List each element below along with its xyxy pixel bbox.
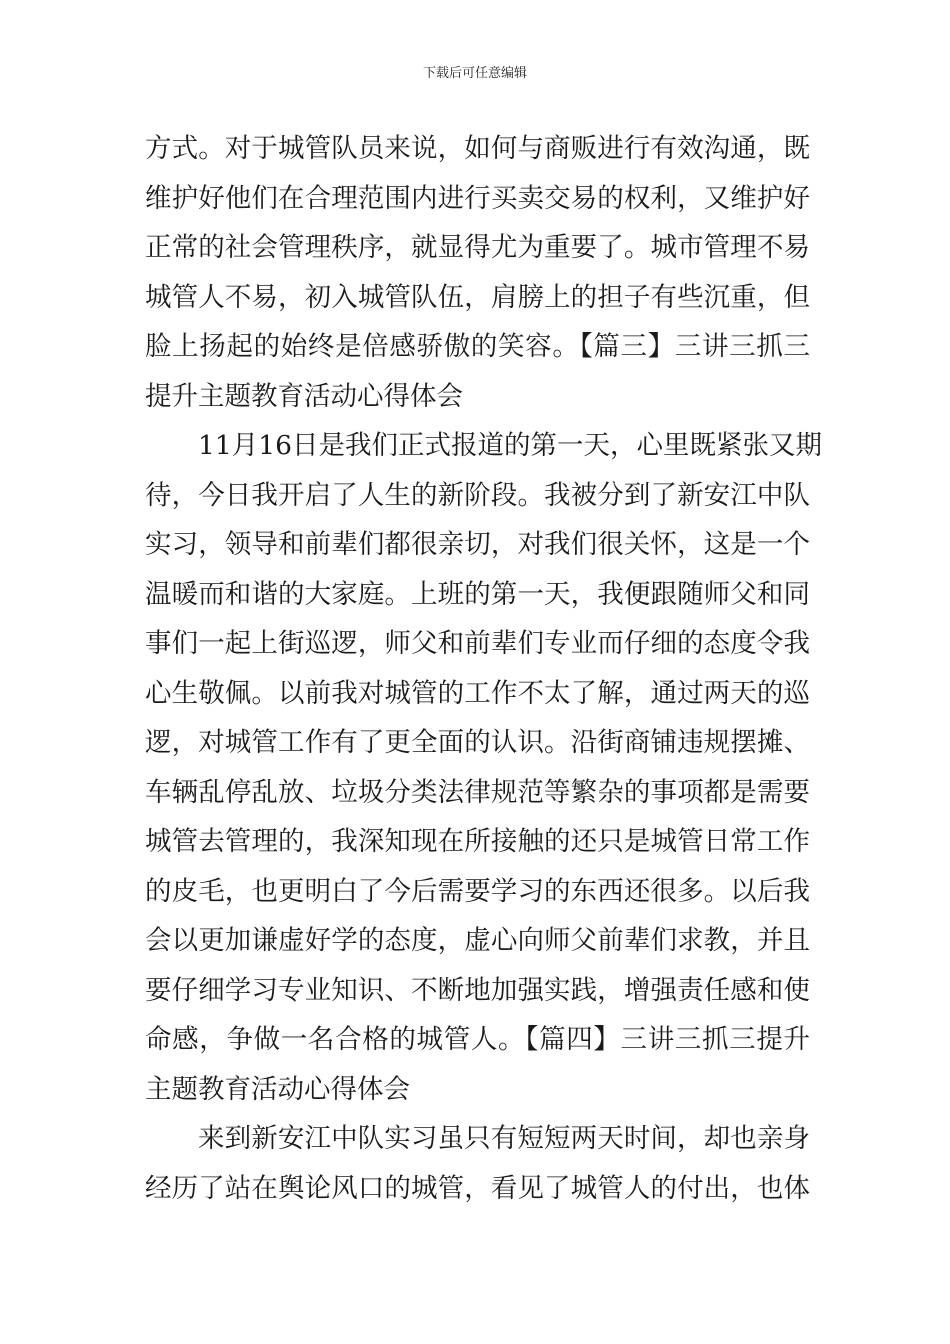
- text-line: 温暖而和谐的大家庭。上班的第一天，我便跟随师父和同: [145, 578, 810, 610]
- text-line: 方式。对于城管队员来说，如何与商贩进行有效沟通，既: [145, 133, 810, 164]
- text-line: 待，今日我开启了人生的新阶段。我被分到了新安江中队: [145, 479, 810, 511]
- text-line: 来到新安江中队实习虽只有短短两天时间，却也亲身: [198, 1123, 810, 1154]
- text-line: 实习，领导和前辈们都很亲切，对我们很关怀，这是一个: [145, 529, 810, 560]
- text-line: 正常的社会管理秩序，就显得尤为重要了。城市管理不易: [145, 232, 810, 263]
- text-line: 主题教育活动心得体会: [145, 1073, 410, 1105]
- page-header: 下载后可任意编辑: [422, 66, 527, 81]
- text-line: 的皮毛，也更明白了今后需要学习的东西还很多。以后我: [145, 875, 810, 907]
- text-line: 维护好他们在合理范围内进行买卖交易的权利，又维护好: [145, 182, 810, 214]
- text-line: 城管去管理的，我深知现在所接触的还只是城管日常工作: [145, 826, 810, 857]
- text-line: 车辆乱停乱放、垃圾分类法律规范等繁杂的事项都是需要: [145, 776, 810, 808]
- text-line: 提升主题教育活动心得体会: [145, 380, 463, 412]
- text-line: 命感，争做一名合格的城管人。【篇四】三讲三抓三提升: [145, 1024, 810, 1055]
- text-line: 经历了站在舆论风口的城管，看见了城管人的付出，也体: [145, 1172, 810, 1204]
- text-line: 逻，对城管工作有了更全面的认识。沿街商铺违规摆摊、: [145, 727, 810, 758]
- text-line: 要仔细学习专业知识、不断地加强实践，增强责任感和使: [145, 974, 810, 1006]
- text-line: 心生敬佩。以前我对城管的工作不太了解，通过两天的巡: [145, 677, 810, 709]
- text-line: 11月16日是我们正式报道的第一天，心里既紧张又期: [198, 430, 822, 461]
- text-line: 事们一起上街巡逻，师父和前辈们专业而仔细的态度令我: [145, 628, 810, 659]
- text-line: 会以更加谦虚好学的态度，虚心向师父前辈们求教，并且: [145, 925, 810, 956]
- text-line: 城管人不易，初入城管队伍，肩膀上的担子有些沉重，但: [145, 281, 810, 313]
- body-text: [145, 124, 822, 1213]
- text-line: 脸上扬起的始终是倍感骄傲的笑容。【篇三】三讲三抓三: [145, 331, 810, 362]
